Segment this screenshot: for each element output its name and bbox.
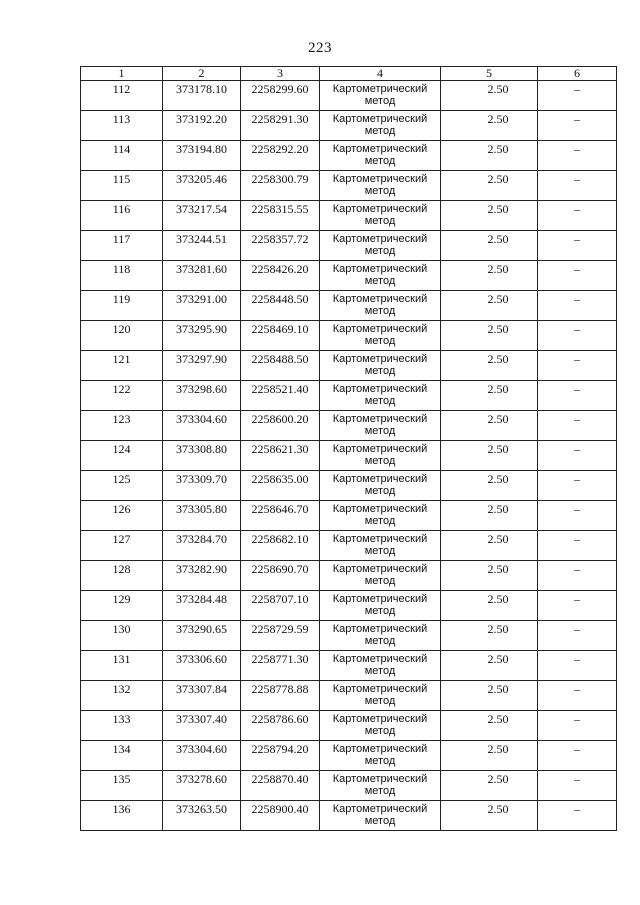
note-cell: – <box>538 291 617 321</box>
table-row <box>81 501 617 531</box>
accuracy-cell: 2.50 <box>441 741 538 771</box>
point-number-cell: 126 <box>81 501 163 531</box>
method-cell: Картометрический метод <box>320 291 441 321</box>
accuracy-cell: 2.50 <box>441 591 538 621</box>
x-coordinate-cell: 373291.00 <box>163 291 241 321</box>
x-coordinate-cell: 373192.20 <box>163 111 241 141</box>
x-coordinate-cell: 373304.60 <box>163 411 241 441</box>
method-cell: Картометрический метод <box>320 801 441 831</box>
method-cell: Картометрический метод <box>320 351 441 381</box>
table-row <box>81 801 617 831</box>
x-coordinate-cell: 373295.90 <box>163 321 241 351</box>
y-coordinate-cell: 2258469.10 <box>241 321 320 351</box>
x-coordinate-cell: 373308.80 <box>163 441 241 471</box>
header-col-2: 2 <box>163 67 241 81</box>
y-coordinate-cell: 2258448.50 <box>241 291 320 321</box>
y-coordinate-cell: 2258794.20 <box>241 741 320 771</box>
note-cell: – <box>538 171 617 201</box>
x-coordinate-cell: 373282.90 <box>163 561 241 591</box>
x-coordinate-cell: 373217.54 <box>163 201 241 231</box>
point-number-cell: 112 <box>81 81 163 111</box>
x-coordinate-cell: 373306.60 <box>163 651 241 681</box>
table-body <box>81 81 617 831</box>
table-row <box>81 81 617 111</box>
table-row <box>81 471 617 501</box>
table-row <box>81 381 617 411</box>
table-header <box>81 67 617 81</box>
header-row <box>81 67 617 81</box>
method-cell: Картометрический метод <box>320 171 441 201</box>
point-number-cell: 123 <box>81 411 163 441</box>
x-coordinate-cell: 373284.48 <box>163 591 241 621</box>
accuracy-cell: 2.50 <box>441 471 538 501</box>
point-number-cell: 128 <box>81 561 163 591</box>
accuracy-cell: 2.50 <box>441 201 538 231</box>
y-coordinate-cell: 2258488.50 <box>241 351 320 381</box>
note-cell: – <box>538 681 617 711</box>
method-cell: Картометрический метод <box>320 471 441 501</box>
point-number-cell: 116 <box>81 201 163 231</box>
note-cell: – <box>538 591 617 621</box>
x-coordinate-cell: 373244.51 <box>163 231 241 261</box>
accuracy-cell: 2.50 <box>441 531 538 561</box>
note-cell: – <box>538 801 617 831</box>
note-cell: – <box>538 471 617 501</box>
y-coordinate-cell: 2258621.30 <box>241 441 320 471</box>
method-cell: Картометрический метод <box>320 501 441 531</box>
note-cell: – <box>538 141 617 171</box>
method-cell: Картометрический метод <box>320 681 441 711</box>
point-number-cell: 127 <box>81 531 163 561</box>
note-cell: – <box>538 441 617 471</box>
y-coordinate-cell: 2258646.70 <box>241 501 320 531</box>
table-row <box>81 621 617 651</box>
accuracy-cell: 2.50 <box>441 261 538 291</box>
y-coordinate-cell: 2258729.59 <box>241 621 320 651</box>
table-row <box>81 261 617 291</box>
accuracy-cell: 2.50 <box>441 171 538 201</box>
y-coordinate-cell: 2258357.72 <box>241 231 320 261</box>
method-cell: Картометрический метод <box>320 531 441 561</box>
method-cell: Картометрический метод <box>320 741 441 771</box>
table-row <box>81 351 617 381</box>
note-cell: – <box>538 411 617 441</box>
table-row <box>81 201 617 231</box>
accuracy-cell: 2.50 <box>441 501 538 531</box>
table-row <box>81 561 617 591</box>
accuracy-cell: 2.50 <box>441 651 538 681</box>
page-number: 223 <box>308 40 332 56</box>
accuracy-cell: 2.50 <box>441 801 538 831</box>
method-cell: Картометрический метод <box>320 231 441 261</box>
x-coordinate-cell: 373305.80 <box>163 501 241 531</box>
point-number-cell: 117 <box>81 231 163 261</box>
note-cell: – <box>538 381 617 411</box>
y-coordinate-cell: 2258521.40 <box>241 381 320 411</box>
method-cell: Картометрический метод <box>320 111 441 141</box>
point-number-cell: 125 <box>81 471 163 501</box>
note-cell: – <box>538 771 617 801</box>
accuracy-cell: 2.50 <box>441 381 538 411</box>
header-col-5: 5 <box>441 67 538 81</box>
point-number-cell: 132 <box>81 681 163 711</box>
x-coordinate-cell: 373307.40 <box>163 711 241 741</box>
note-cell: – <box>538 111 617 141</box>
accuracy-cell: 2.50 <box>441 141 538 171</box>
note-cell: – <box>538 261 617 291</box>
header-col-6: 6 <box>538 67 617 81</box>
y-coordinate-cell: 2258690.70 <box>241 561 320 591</box>
note-cell: – <box>538 501 617 531</box>
table-row <box>81 741 617 771</box>
note-cell: – <box>538 531 617 561</box>
x-coordinate-cell: 373309.70 <box>163 471 241 501</box>
x-coordinate-cell: 373304.60 <box>163 741 241 771</box>
table-row <box>81 531 617 561</box>
y-coordinate-cell: 2258299.60 <box>241 81 320 111</box>
y-coordinate-cell: 2258635.00 <box>241 471 320 501</box>
method-cell: Картометрический метод <box>320 441 441 471</box>
y-coordinate-cell: 2258870.40 <box>241 771 320 801</box>
table-row <box>81 111 617 141</box>
point-number-cell: 131 <box>81 651 163 681</box>
point-number-cell: 121 <box>81 351 163 381</box>
note-cell: – <box>538 81 617 111</box>
table-row <box>81 771 617 801</box>
note-cell: – <box>538 321 617 351</box>
accuracy-cell: 2.50 <box>441 681 538 711</box>
point-number-cell: 118 <box>81 261 163 291</box>
table-row <box>81 441 617 471</box>
table-row <box>81 231 617 261</box>
y-coordinate-cell: 2258315.55 <box>241 201 320 231</box>
y-coordinate-cell: 2258292.20 <box>241 141 320 171</box>
accuracy-cell: 2.50 <box>441 111 538 141</box>
table-row <box>81 321 617 351</box>
accuracy-cell: 2.50 <box>441 411 538 441</box>
y-coordinate-cell: 2258900.40 <box>241 801 320 831</box>
table-row <box>81 411 617 441</box>
x-coordinate-cell: 373178.10 <box>163 81 241 111</box>
note-cell: – <box>538 741 617 771</box>
note-cell: – <box>538 621 617 651</box>
method-cell: Картометрический метод <box>320 201 441 231</box>
accuracy-cell: 2.50 <box>441 561 538 591</box>
method-cell: Картометрический метод <box>320 651 441 681</box>
point-number-cell: 136 <box>81 801 163 831</box>
accuracy-cell: 2.50 <box>441 321 538 351</box>
y-coordinate-cell: 2258786.60 <box>241 711 320 741</box>
header-col-1: 1 <box>81 67 163 81</box>
point-number-cell: 135 <box>81 771 163 801</box>
accuracy-cell: 2.50 <box>441 621 538 651</box>
note-cell: – <box>538 651 617 681</box>
accuracy-cell: 2.50 <box>441 771 538 801</box>
note-cell: – <box>538 561 617 591</box>
y-coordinate-cell: 2258771.30 <box>241 651 320 681</box>
point-number-cell: 120 <box>81 321 163 351</box>
accuracy-cell: 2.50 <box>441 441 538 471</box>
accuracy-cell: 2.50 <box>441 81 538 111</box>
x-coordinate-cell: 373297.90 <box>163 351 241 381</box>
point-number-cell: 119 <box>81 291 163 321</box>
point-number-cell: 122 <box>81 381 163 411</box>
x-coordinate-cell: 373194.80 <box>163 141 241 171</box>
table-row <box>81 171 617 201</box>
header-col-3: 3 <box>241 67 320 81</box>
note-cell: – <box>538 201 617 231</box>
note-cell: – <box>538 351 617 381</box>
note-cell: – <box>538 231 617 261</box>
y-coordinate-cell: 2258291.30 <box>241 111 320 141</box>
method-cell: Картометрический метод <box>320 321 441 351</box>
point-number-cell: 124 <box>81 441 163 471</box>
accuracy-cell: 2.50 <box>441 231 538 261</box>
x-coordinate-cell: 373290.65 <box>163 621 241 651</box>
point-number-cell: 114 <box>81 141 163 171</box>
point-number-cell: 134 <box>81 741 163 771</box>
x-coordinate-cell: 373263.50 <box>163 801 241 831</box>
accuracy-cell: 2.50 <box>441 291 538 321</box>
x-coordinate-cell: 373281.60 <box>163 261 241 291</box>
table-row <box>81 651 617 681</box>
point-number-cell: 133 <box>81 711 163 741</box>
point-number-cell: 129 <box>81 591 163 621</box>
y-coordinate-cell: 2258426.20 <box>241 261 320 291</box>
table-row <box>81 711 617 741</box>
method-cell: Картометрический метод <box>320 381 441 411</box>
accuracy-cell: 2.50 <box>441 711 538 741</box>
accuracy-cell: 2.50 <box>441 351 538 381</box>
method-cell: Картометрический метод <box>320 621 441 651</box>
coordinates-table <box>80 66 617 831</box>
x-coordinate-cell: 373284.70 <box>163 531 241 561</box>
method-cell: Картометрический метод <box>320 561 441 591</box>
method-cell: Картометрический метод <box>320 591 441 621</box>
y-coordinate-cell: 2258682.10 <box>241 531 320 561</box>
table-row <box>81 591 617 621</box>
x-coordinate-cell: 373298.60 <box>163 381 241 411</box>
point-number-cell: 115 <box>81 171 163 201</box>
method-cell: Картометрический метод <box>320 411 441 441</box>
y-coordinate-cell: 2258600.20 <box>241 411 320 441</box>
method-cell: Картометрический метод <box>320 771 441 801</box>
y-coordinate-cell: 2258707.10 <box>241 591 320 621</box>
point-number-cell: 113 <box>81 111 163 141</box>
table-row <box>81 141 617 171</box>
method-cell: Картометрический метод <box>320 141 441 171</box>
method-cell: Картометрический метод <box>320 261 441 291</box>
header-col-4: 4 <box>320 67 441 81</box>
method-cell: Картометрический метод <box>320 81 441 111</box>
x-coordinate-cell: 373307.84 <box>163 681 241 711</box>
table-row <box>81 291 617 321</box>
table-row <box>81 681 617 711</box>
x-coordinate-cell: 373278.60 <box>163 771 241 801</box>
method-cell: Картометрический метод <box>320 711 441 741</box>
y-coordinate-cell: 2258300.79 <box>241 171 320 201</box>
x-coordinate-cell: 373205.46 <box>163 171 241 201</box>
note-cell: – <box>538 711 617 741</box>
point-number-cell: 130 <box>81 621 163 651</box>
y-coordinate-cell: 2258778.88 <box>241 681 320 711</box>
